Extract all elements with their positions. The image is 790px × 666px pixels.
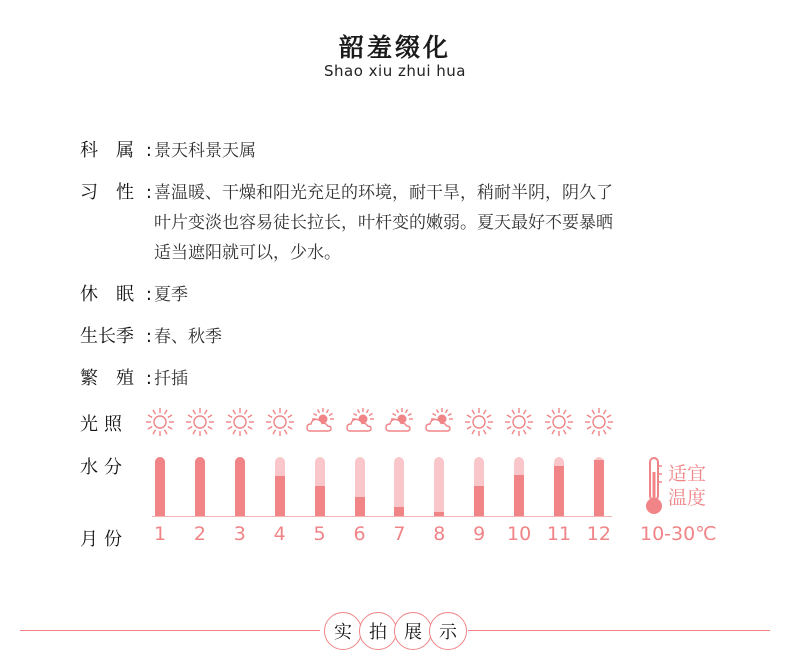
water-bar-fill bbox=[355, 497, 365, 516]
sun-icon bbox=[583, 406, 615, 438]
plant-info bbox=[80, 136, 740, 406]
footer-char: 示 bbox=[429, 612, 467, 650]
info-label: 生长季 bbox=[80, 326, 134, 347]
month-label-4: 4 bbox=[273, 523, 286, 545]
footer-char: 拍 bbox=[359, 612, 397, 650]
info-value: 夏季 bbox=[154, 285, 188, 305]
month-label-10: 10 bbox=[507, 523, 532, 545]
month-label-3: 3 bbox=[233, 523, 246, 545]
temperature-range: 10-30℃ bbox=[640, 523, 717, 545]
sun-icon bbox=[224, 406, 256, 438]
suitable-temperature-label: 适宜 温度 bbox=[668, 463, 707, 509]
footer-divider-right bbox=[468, 630, 770, 631]
water-bar-fill bbox=[315, 486, 325, 516]
water-bar-fill bbox=[275, 476, 285, 516]
month-label-12: 12 bbox=[586, 523, 611, 545]
water-bar-fill bbox=[394, 507, 404, 516]
month-label-11: 11 bbox=[546, 523, 572, 545]
footer-char: 展 bbox=[394, 612, 432, 650]
water-bar-track bbox=[434, 457, 444, 516]
month-label-6: 6 bbox=[353, 523, 366, 545]
month-label-2: 2 bbox=[193, 523, 206, 545]
sun-icon bbox=[543, 406, 575, 438]
info-row-family: 科 属 : 景天科景天属 bbox=[80, 136, 740, 166]
footer-char: 实 bbox=[324, 612, 362, 650]
water-bar-fill bbox=[474, 486, 484, 516]
bar-baseline bbox=[152, 516, 612, 517]
info-row-habit: 习 性 : 喜温暖、干燥和阳光充足的环境，耐干旱，稍耐半阴，阴久了 叶片变淡也容易徒长拉长，叶杆变的嫩弱。夏天最好不要暴晒 适当遮阳就可以，少水。 bbox=[80, 178, 740, 268]
water-bar-fill bbox=[594, 460, 604, 516]
month-label-9: 9 bbox=[473, 523, 486, 545]
sun-icon bbox=[144, 406, 176, 438]
water-bar-fill bbox=[514, 475, 524, 516]
info-value: 喜温暖、干燥和阳光充足的环境，耐干旱，稍耐半阴，阴久了 叶片变淡也容易徒长拉长，叶杆变的嫩弱。夏天最好不要暴晒 适当遮阳就可以，少水。 bbox=[154, 183, 613, 263]
info-row-growing-season: 生长季 : 春、秋季 bbox=[80, 322, 740, 352]
cloud-icon bbox=[344, 406, 376, 438]
thermometer-icon bbox=[642, 456, 666, 518]
info-row-propagation: 繁 殖 : 扦插 bbox=[80, 364, 740, 394]
month-label-1: 1 bbox=[153, 523, 167, 545]
sun-icon bbox=[264, 406, 296, 438]
water-label: 水分 bbox=[80, 457, 128, 478]
info-value: 扦插 bbox=[154, 369, 188, 389]
info-row-dormancy: 休 眠 : 夏季 bbox=[80, 280, 740, 310]
month-label: 月份 bbox=[80, 529, 128, 550]
water-bar-fill bbox=[155, 457, 165, 516]
info-value: 春、秋季 bbox=[154, 327, 222, 347]
water-bar-fill bbox=[554, 466, 564, 516]
cloud-icon bbox=[383, 406, 415, 438]
footer-divider-left bbox=[20, 630, 320, 631]
cloud-icon bbox=[423, 406, 455, 438]
sun-icon bbox=[503, 406, 535, 438]
info-label: 休 眠 bbox=[80, 284, 134, 305]
cloud-icon bbox=[304, 406, 336, 438]
info-value: 景天科景天属 bbox=[154, 141, 256, 161]
info-label: 习 性 bbox=[80, 182, 134, 203]
page-subtitle: Shao xiu zhui hua bbox=[323, 62, 466, 80]
info-label: 科 属 bbox=[80, 140, 134, 161]
light-label: 光照 bbox=[80, 414, 128, 435]
month-label-8: 8 bbox=[433, 523, 446, 545]
water-bar-fill bbox=[195, 457, 205, 516]
sun-icon bbox=[463, 406, 495, 438]
page-title: 韶羞缀化 bbox=[338, 33, 451, 62]
sun-icon bbox=[184, 406, 216, 438]
info-label: 繁 殖 bbox=[80, 368, 134, 389]
water-bar-fill bbox=[235, 457, 245, 516]
month-label-7: 7 bbox=[393, 523, 406, 545]
month-label-5: 5 bbox=[313, 523, 326, 545]
